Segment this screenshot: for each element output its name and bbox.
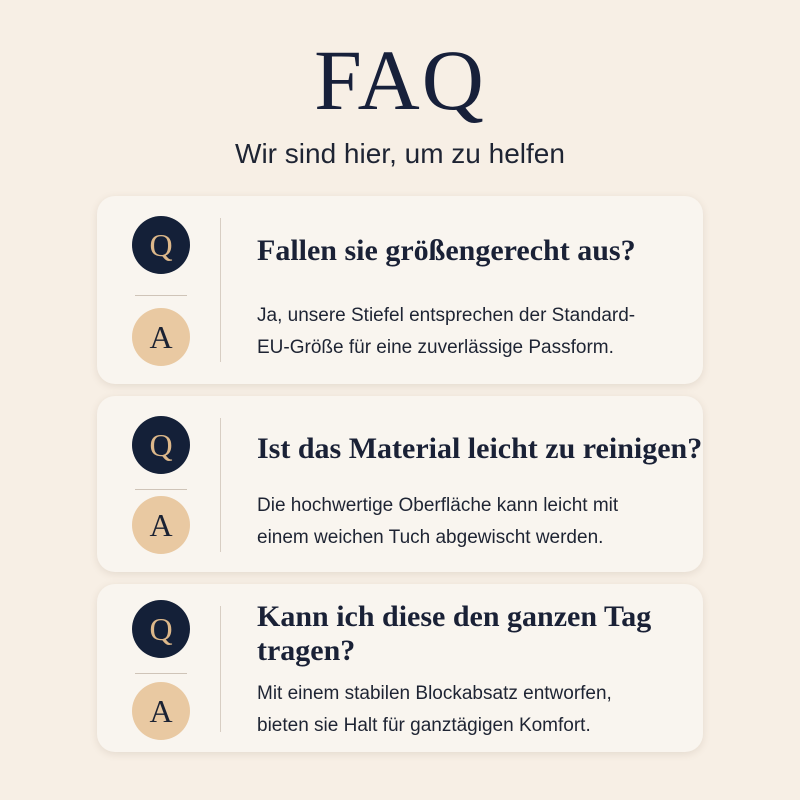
faq-card bbox=[97, 396, 703, 572]
faq-answer-line: EU-Größe für eine zuverlässige Passform. bbox=[257, 337, 614, 358]
card-divider bbox=[220, 218, 221, 362]
faq-answer bbox=[257, 678, 687, 742]
badge-divider bbox=[135, 295, 187, 296]
faq-answer bbox=[257, 300, 687, 364]
faq-question: Fallen sie größengerecht aus? bbox=[257, 234, 636, 267]
badge-divider bbox=[135, 673, 187, 674]
faq-question: Ist das Material leicht zu reinigen? bbox=[257, 432, 703, 465]
card-divider bbox=[220, 606, 221, 732]
faq-answer-line: Mit einem stabilen Blockabsatz entworfen, bbox=[257, 683, 612, 704]
question-badge: Q bbox=[132, 416, 190, 474]
question-badge: Q bbox=[132, 600, 190, 658]
faq-answer-line: einem weichen Tuch abgewischt werden. bbox=[257, 527, 604, 548]
faq-answer-line: Ja, unsere Stiefel entsprechen der Standard- bbox=[257, 305, 636, 326]
page-title: FAQ bbox=[314, 32, 486, 128]
badge-divider bbox=[135, 489, 187, 490]
faq-question: Kann ich diese den ganzen Tag tragen? bbox=[257, 600, 652, 667]
faq-card bbox=[97, 584, 703, 752]
answer-badge: A bbox=[132, 308, 190, 366]
answer-badge: A bbox=[132, 682, 190, 740]
faq-answer bbox=[257, 490, 687, 554]
question-badge: Q bbox=[132, 216, 190, 274]
faq-answer-line: Die hochwertige Oberfläche kann leicht mit bbox=[257, 495, 619, 516]
faq-card bbox=[97, 196, 703, 384]
answer-badge: A bbox=[132, 496, 190, 554]
faq-answer-line: bieten sie Halt für ganztägigen Komfort. bbox=[257, 715, 591, 736]
page-subtitle: Wir sind hier, um zu helfen bbox=[235, 138, 565, 169]
card-divider bbox=[220, 418, 221, 552]
